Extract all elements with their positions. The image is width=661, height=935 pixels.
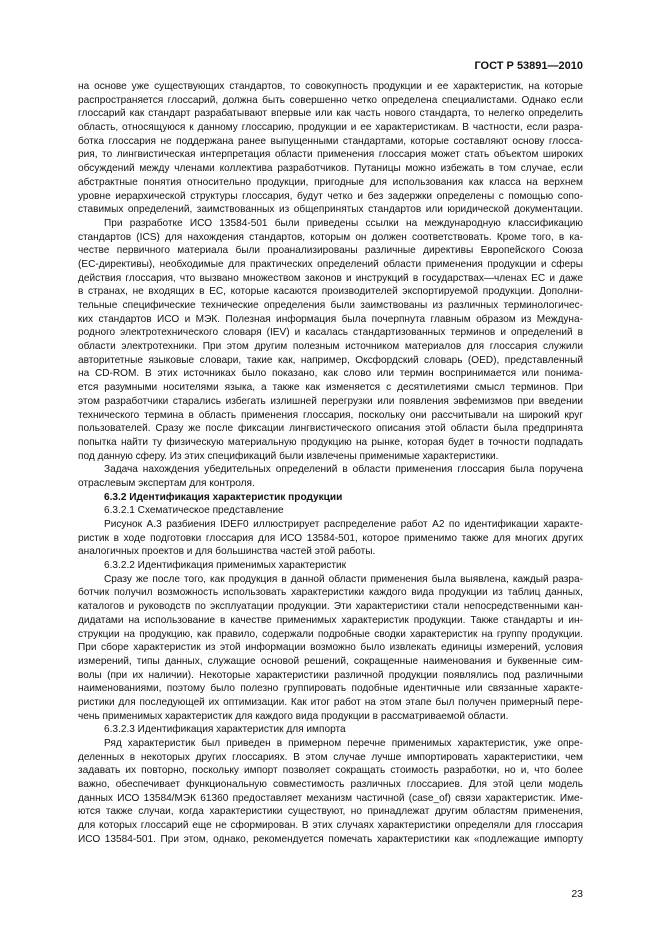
text-line: Сразу же после того, как продукция в данной области применения была выявлена, каждый разра- — [104, 573, 583, 585]
text-line: технического термина в область применения глоссария, поскольку они рассчитывали на широкий круг — [78, 409, 583, 421]
text-line: (ЕС-директивы), необходимые для практических определений области применения продукции и сферы — [78, 258, 583, 270]
text-line: стандартов (ICS) для нахождения стандартов, которым он должен соответствовать. Кроме того, в ка- — [78, 231, 583, 243]
text-line: пользователей. Сразу же после фиксации лингвистического описания этой области была предпринята — [78, 423, 583, 435]
text-line: ставимых определений, заимствованных из общепринятых стандартов или юридической документации. — [78, 204, 583, 216]
text-line: отраслевым экспертам для контроля. — [78, 477, 255, 489]
text-line: наименованиями, поэтому было полезно группировать подобные идентичные или связанные характе- — [78, 683, 583, 695]
section-heading-line: 6.3.2 Идентификация характеристик продукции — [104, 491, 343, 503]
text-line: 6.3.2.1 Схематическое представление — [104, 505, 284, 517]
text-line: абстрактные понятия относительно продукции, пригодные для использования как класса на верхнем — [78, 176, 583, 188]
page-number: 23 — [571, 888, 583, 900]
text-line: тельные специфические технические определения были заимствованы из различных терминологичес- — [78, 300, 583, 311]
text-line: каталогов и руководств по эксплуатации продукции. Эти характеристики стали непосредственными кан- — [78, 601, 583, 613]
text-line: для которых глоссарий еще не сформирован. В этих случаях характеристики определяли для глоссария — [78, 820, 583, 832]
text-line: ристики для последующей их оптимизации. Как итог работ на этом этапе был получен примерный пере- — [78, 696, 583, 708]
text-line: Рисунок А.3 разбиения IDEF0 иллюстрирует распределение работ А2 по идентификации характе- — [104, 519, 583, 530]
text-line: важно, обеспечивает функциональную совместимость различных глоссариев. Для этой цели модель — [78, 779, 583, 791]
text-line: Ряд характеристик был приведен в примерном перечне применимых характеристик, уже опре- — [104, 738, 583, 749]
document-body — [78, 80, 583, 847]
text-line: При разработке ИСО 13584-501 были приведены ссылки на международную классификацию — [104, 217, 583, 229]
text-line: попытка найти ту физическую материальную продукцию на рынке, которая будет в точности подпадать — [78, 436, 583, 448]
text-line: распространяется глоссарий, должна быть совершенно четко определена специалистами. Однако если — [78, 94, 583, 106]
text-line: на CD-ROM. В этих источниках было показано, как слово или термин воспринимается или понима- — [78, 368, 583, 380]
text-line: глоссарий как стандарт разрабатывают впервые или как часть нового стандарта, то нелегко определить — [78, 108, 583, 120]
text-line: измерений, типы данных, служащие основой решений, сокращенные наименования и буквенные сим- — [78, 655, 583, 667]
text-line: родного электротехнического словаря (IEV) и касалась стандартизованных терминов и определений в — [78, 327, 583, 339]
text-line: струкции на продукцию, как правило, содержали подробные сводки характеристик на группу продукции. — [78, 628, 583, 640]
text-line: ются также случаи, когда характеристики существуют, но принадлежат другим областям применения, — [78, 806, 583, 818]
text-line: область, относящуюся к данному глоссарию, продукции и ее характеристикам. В частности, если разра- — [78, 122, 583, 134]
text-line: дидатами на использование в качестве применимых характеристик продукции. Также стандарты и ин- — [78, 614, 583, 626]
text-line: Задача нахождения убедительных определений в области применения глоссария была поручена — [104, 464, 583, 476]
text-line: аналогичных проектов и для большинства частей этой работы. — [78, 546, 376, 558]
text-line: данных ИСО 13584/МЭК 61360 предоставляет механизм частичной (case_of) связи характеристик. Име- — [78, 792, 583, 804]
text-line: честве первичного материала были проанализированы различные директивы Европейского Союза — [78, 245, 583, 257]
text-line: ботчик получил возможность использовать характеристики каждого вида продукции из таблиц данных, — [78, 587, 583, 599]
text-line: этом разработчики старались избегать излишней перегрузки или появления эвфемизмов при введении — [78, 395, 583, 407]
text-line: ботка глоссария не поддержана ранее выпущенными стандартами, которые составляют основу глосса- — [78, 135, 583, 147]
text-line: на основе уже существующих стандартов, то совокупность продукции и ее характеристик, на которые — [78, 81, 583, 92]
text-line: деленных в некоторых других глоссариях. В этом случае лучше импортировать характеристики, чем — [78, 751, 583, 763]
text-line: в странах, не входящих в ЕС, которые касаются производителей экспортируемой продукции. Дополни- — [78, 286, 583, 298]
text-line: чень применимых характеристик для каждого вида продукции в рассматриваемой области. — [78, 710, 509, 722]
text-line: области электротехники. При этом другим полезным источником материалов для глоссария служили — [78, 341, 583, 353]
text-line: обсуждений между членами коллектива разработчиков. Путаницы можно избежать в том случае, если — [78, 163, 583, 175]
text-line: авторитетные языковые словари, такие как, например, Оксфордский словарь (OED), представленный — [78, 354, 583, 366]
text-line: действия глоссария, что вызвано множеством законов и инструкций в государствах—членах ЕС и даже — [78, 272, 583, 284]
text-line: ИСО 13584-501. При этом, однако, рекомендуется помечать характеристики как «подлежащие импорту — [78, 833, 583, 845]
text-line: уровне иерархической структуры глоссария, будут четко и без задержки определены с помощью сопо- — [78, 190, 583, 202]
text-line: 6.3.2.3 Идентификация характеристик для импорта — [104, 724, 346, 736]
text-line: При сборе характеристик из этой информации возможно было извлекать единицы измерений, условия — [78, 642, 583, 654]
text-line: ких стандартов ИСО и МЭК. Полезная информация была почерпнута главным образом из Междуна- — [78, 313, 583, 325]
text-line: под данную сферу. Из этих спецификаций были извлечены применимые характеристики. — [78, 450, 499, 462]
text-line: рия, то лингвистическая интерпретация области применения глоссария может стать объектом широких — [78, 149, 583, 161]
text-line: 6.3.2.2 Идентификация применимых характеристик — [104, 560, 347, 572]
document-code-header: ГОСТ Р 53891—2010 — [474, 60, 583, 72]
text-line: ется разумными носителями языка, а также как изменяется с десятилетиями смысл терминов. При — [78, 382, 583, 394]
text-line: ристик в ходе подготовки глоссария для ИСО 13584-501, которое применимо также для многих других — [78, 532, 583, 544]
text-line: волы (при их наличии). Некоторые характеристики различной продукции появлялись под различными — [78, 669, 583, 681]
text-line: задавать их повторно, поскольку импорт позволяет сокращать стоимость разработки, но и, что более — [78, 765, 583, 777]
